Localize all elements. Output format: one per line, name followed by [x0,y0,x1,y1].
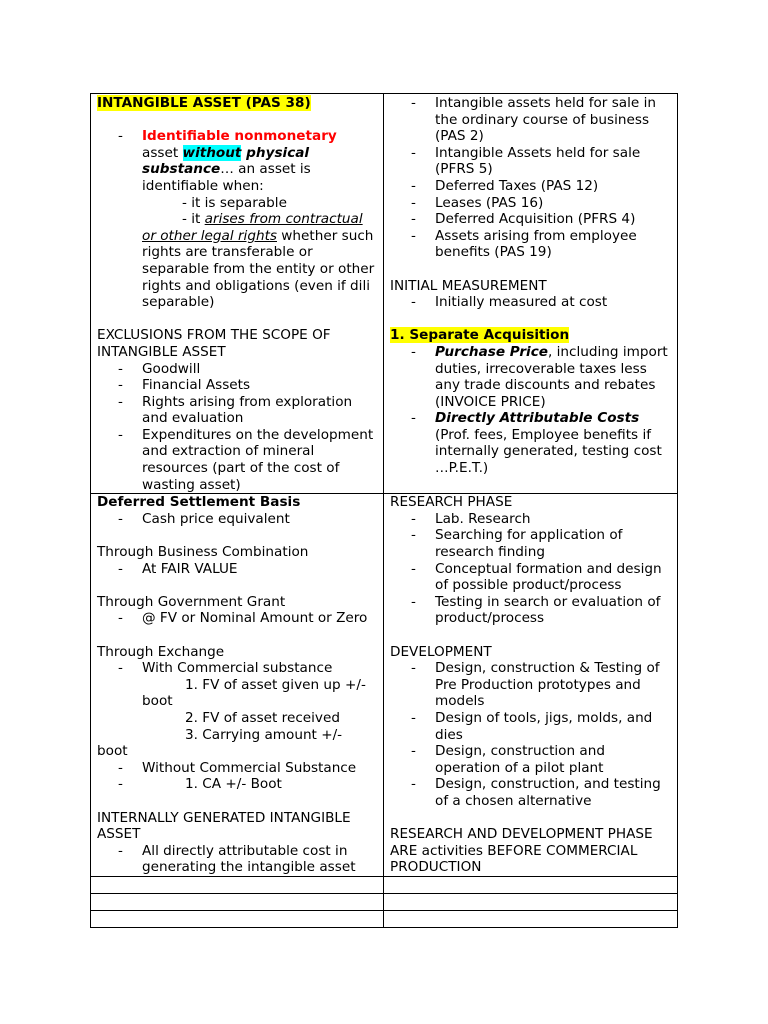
list-item: - Identifiable nonmonetary asset without physical substance… an asset is identifiable when: - it is separable - it arises from contractual or other legal rights whether such rights are transferable or separable from the entity or other rights and obligations (even if dili separable) [97,128,377,311]
exclusions-continued-cell [384,94,678,494]
list-item: - Assets arising from employee benefits (PAS 19) [390,228,671,261]
list-item: - Expenditures on the development and extraction of mineral resources (part of the cost of wasting asset) [97,427,377,493]
table-row [91,894,678,911]
list-item: - Design, construction, and testing of a chosen alternative [390,776,671,809]
list-item: - All directly attributable cost in generating the intangible asset [97,843,377,876]
list-item: - At FAIR VALUE [97,561,377,578]
table-row [91,494,678,877]
list-item: - Deferred Taxes (PAS 12) [390,178,671,195]
separable-line: - it is separable [182,194,287,211]
development-list [390,660,671,809]
list-item: - Goodwill [97,361,377,378]
list-item: - Rights arising from exploration and evaluation [97,394,377,427]
notes-table [90,93,678,928]
rd-note: RESEARCH AND DEVELOPMENT PHASE ARE activities BEFORE COMMERCIAL PRODUCTION [390,826,653,876]
initial-measurement-title: INITIAL MEASUREMENT [390,277,547,294]
development-title: DEVELOPMENT [390,643,492,660]
definition-heading: Identifiable nonmonetary [142,128,337,145]
list-item: - Deferred Acquisition (PFRS 4) [390,211,671,228]
list-item: - Directly Attributable Costs (Prof. fees, Employee benefits if internally generated, testing cost …P.E.T.) [390,410,671,476]
list-item: - Cash price equivalent [97,511,377,528]
list-item: - Testing in search or evaluation of product/process [390,594,671,627]
list-item: - Without Commercial Substance [97,760,377,777]
list-item: - Design of tools, jigs, molds, and dies [390,710,671,743]
exclusions-continued-list [390,95,671,261]
table-row [91,94,678,494]
table-row [91,911,678,928]
list-item: - Searching for application of research finding [390,527,671,560]
table-row [91,877,678,894]
without-highlight: without [182,144,242,161]
list-item: - Intangible assets held for sale in the ordinary course of business (PAS 2) [390,95,671,145]
exclusions-title: EXCLUSIONS FROM THE SCOPE OF INTANGIBLE ASSET [97,327,331,360]
business-combination-title: Through Business Combination [97,544,309,561]
section-title-intangible: INTANGIBLE ASSET (PAS 38) [97,95,311,111]
exchange-title: Through Exchange [97,643,225,660]
list-item: - With Commercial substance 1. FV of asset given up +/- boot 2. FV of asset received 3. Carrying amount +/- [97,660,377,743]
list-item: - Design, construction & Testing of Pre Production prototypes and models [390,660,671,710]
definition-list [97,128,377,311]
list-item: - @ FV or Nominal Amount or Zero [97,610,377,627]
list-item: - Initially measured at cost [390,294,671,311]
list-item: - Conceptual formation and design of possible product/process [390,561,671,594]
list-item: - Purchase Price, including import duties, irrecoverable taxes less any trade discounts and rebates (INVOICE PRICE) [390,344,671,410]
list-item: - 1. CA +/- Boot [97,776,377,793]
government-grant-title: Through Government Grant [97,593,286,610]
research-phase-title: RESEARCH PHASE [390,494,513,511]
separate-acquisition-title: 1. Separate Acquisition [390,327,570,344]
acquisition-list [390,344,671,477]
research-list [390,511,671,627]
list-item: - Leases (PAS 16) [390,195,671,212]
legal-rights-line: - it arises from contractual or other legal rights whether such rights are transferable or separable from the entity or other rights and obligations (even if dili separable) [142,211,375,311]
list-item: - Lab. Research [390,511,671,528]
internally-generated-title: INTERNALLY GENERATED INTANGIBLE ASSET [97,809,351,843]
exchange-list [97,660,377,743]
research-development-cell [384,494,678,877]
intangible-asset-cell [91,94,384,494]
list-item: - Financial Assets [97,377,377,394]
deferred-settlement-cell: Deferred Settlement Basis - Cash price equivalent Through Business Combination - At FAIR VALUE Through Government Grant - @ FV or Nominal Amount or Zero Through Exchange - With Commercial substance 1. FV of asset given up +/- boot 2. FV of asset received 3. Carrying amount +/- boot - Without Commercial Substance - 1. CA +/- Boot INTERNALLY GENERATED INTANGIBLE ASSET - All directly attributable cost in generating the intangible asset [91,494,384,877]
list-item: - Intangible Assets held for sale (PFRS 5) [390,145,671,178]
deferred-settlement-title: Deferred Settlement Basis [97,494,301,511]
exclusions-list [97,361,377,494]
list-item: - Design, construction and operation of a pilot plant [390,743,671,776]
